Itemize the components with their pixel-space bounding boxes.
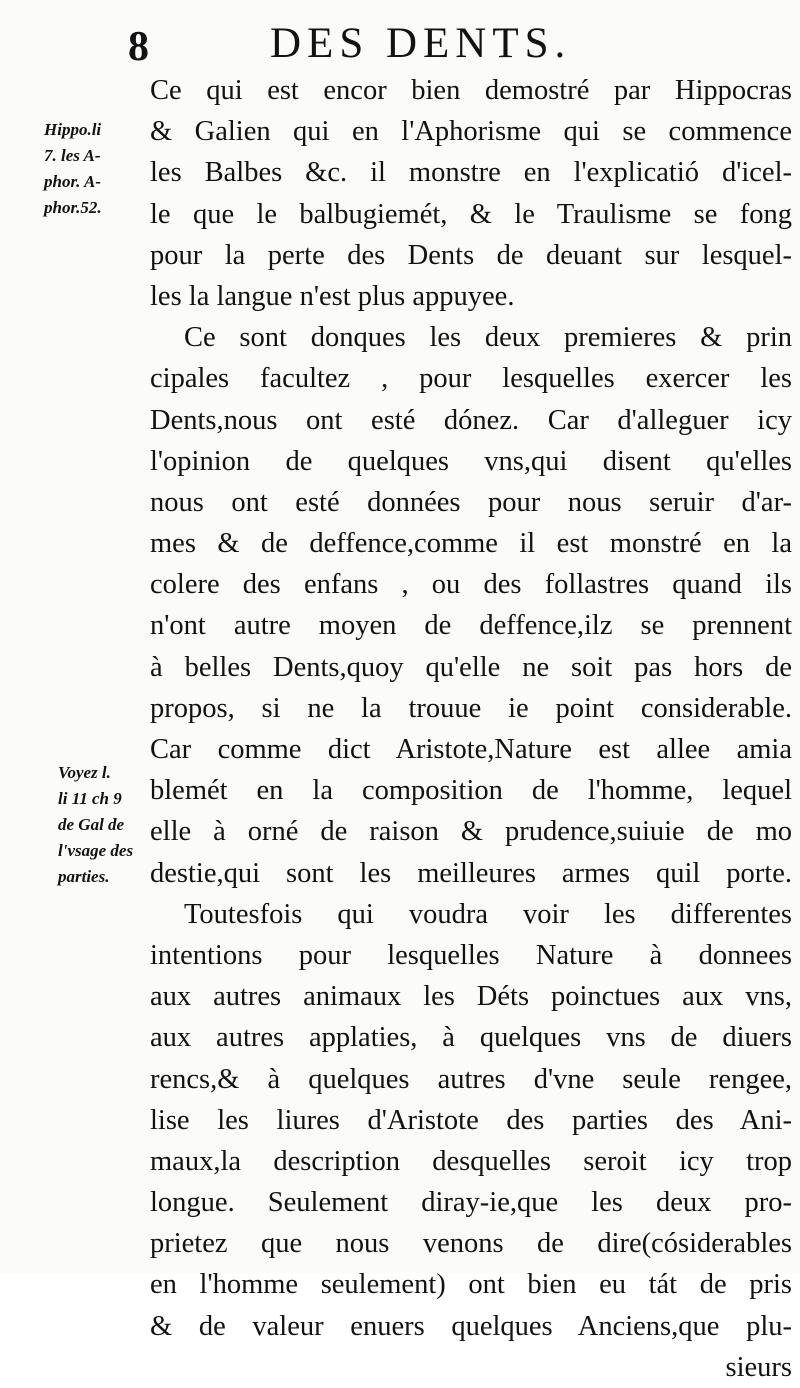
- margin-note-line: parties.: [58, 867, 110, 886]
- text-line: les la langue n'est plus appuyee.: [150, 280, 515, 312]
- text-line: colere des enfans , ou des follastres quand ils: [150, 569, 792, 601]
- text-line: maux,la description desquelles seroit icy trop: [150, 1145, 792, 1177]
- text-line: à belles Dents,quoy qu'elle ne soit pas hors de: [150, 651, 792, 683]
- margin-note-line: l'vsage des: [58, 841, 134, 860]
- text-line: rencs,& à quelques autres d'vne seule rengee,: [150, 1063, 792, 1095]
- text-line: prietez que nous venons de dire(cósiderables: [150, 1228, 792, 1260]
- running-head: [0, 18, 800, 74]
- margin-note-line: Hippo.li: [44, 120, 102, 139]
- text-line: propos, si ne la trouue ie point considerable.: [150, 692, 792, 724]
- text-line: Ce sont donques les deux premieres & prin: [184, 322, 792, 354]
- text-line: aux autres applaties, à quelques vns de diuers: [150, 1022, 792, 1054]
- text-line: Toutesfois qui voudra voir les differentes: [184, 898, 792, 930]
- text-line: elle à orné de raison & prudence,suiuie de mo: [150, 816, 792, 848]
- text-line: n'ont autre moyen de deffence,ilz se prennent: [150, 610, 792, 642]
- margin-note-galen: [58, 760, 133, 890]
- text-line: & de valeur enuers quelques Anciens,que plu-: [150, 1310, 792, 1342]
- text-line: Dents,nous ont esté dónez. Car d'alleguer icy: [150, 404, 792, 436]
- margin-note-line: phor. A-: [44, 172, 102, 191]
- text-line: longue. Seulement diray-ie,que les deux pro-: [150, 1187, 792, 1219]
- text-line: lise les liures d'Aristote des parties des Ani-: [150, 1104, 792, 1136]
- margin-note-line: Voyez l.: [58, 763, 111, 782]
- page-number: 8: [128, 24, 149, 70]
- text-line: Ce qui est encor bien demostré par Hippocras: [150, 75, 792, 106]
- text-line: pour la perte des Dents de deuant sur lesquel-: [150, 239, 792, 271]
- margin-note-hippocrates: [44, 117, 102, 221]
- text-line: cipales facultez , pour lesquelles exercer les: [150, 363, 792, 395]
- margin-note-line: li 11 ch 9: [58, 789, 122, 808]
- text-line: & Galien qui en l'Aphorisme qui se commence: [150, 116, 792, 148]
- text-line: aux autres animaux les Déts poinctues aux vns,: [150, 981, 792, 1013]
- margin-note-line: de Gal de: [58, 815, 125, 834]
- text-line: blemét en la composition de l'homme, lequel: [150, 775, 792, 807]
- margin-note-line: phor.52.: [44, 198, 102, 217]
- catchword: sieurs: [725, 1351, 792, 1383]
- body-text: [150, 70, 792, 1388]
- text-line: destie,qui sont les meilleures armes quil porte.: [150, 857, 792, 889]
- text-line: en l'homme seulement) ont bien eu tát de pris: [150, 1269, 792, 1301]
- margin-note-line: 7. les A-: [44, 146, 101, 165]
- text-line: le que le balbugiemét, & le Traulisme se fong: [150, 198, 792, 230]
- text-line: l'opinion de quelques vns,qui disent qu'elles: [150, 445, 792, 477]
- running-title: DES DENTS.: [270, 20, 572, 67]
- text-line: Car comme dict Aristote,Nature est allee amia: [150, 734, 792, 765]
- text-line: les Balbes &c. il monstre en l'explicatió d'icel-: [150, 157, 792, 189]
- text-line: intentions pour lesquelles Nature à donnees: [150, 939, 792, 971]
- text-line: mes & de deffence,comme il est monstré en la: [150, 528, 792, 560]
- text-line: nous ont esté données pour nous seruir d'ar-: [150, 486, 792, 518]
